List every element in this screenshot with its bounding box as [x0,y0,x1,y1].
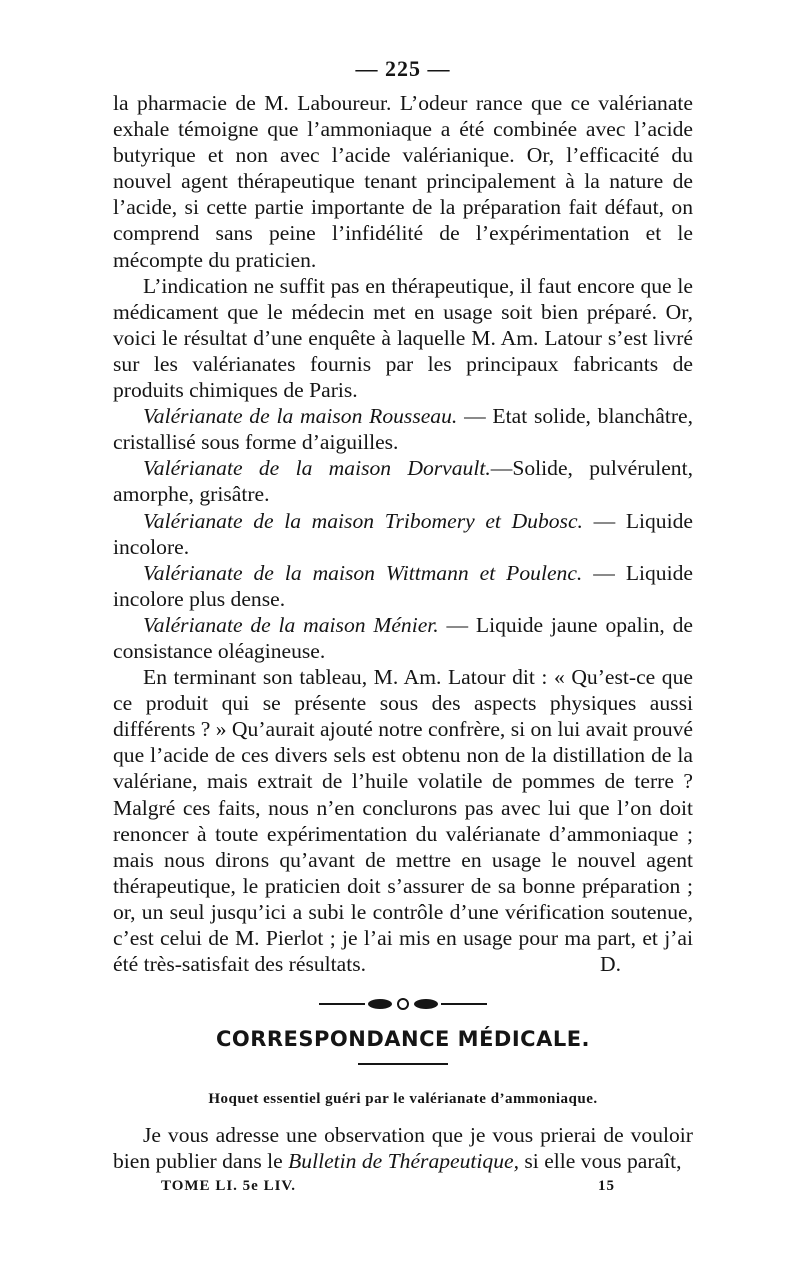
sheet-number: 15 [598,1178,615,1195]
entry-name: Valérianate de la maison Rousseau. [143,404,458,429]
book-page [113,56,693,1195]
para-text: Je vous adresse une observation que je vous prierai de vouloir bien publier dans le [113,1123,693,1174]
closing-text: En terminant son tableau, M. Am. Latour dit : « Qu’est-ce que ce produit qui se présente sous des aspects physiques aussi différents ? » Qu’aurait ajouté notre confrère, si on lui avait prouvé que l’acide de ces divers sels est obtenu non de la distillation de la valériane, mais extrait de l’huile volatile de pommes de terre ? Malgré ces faits, nous n’en conclurons pas avec lui que l’on doit renoncer à toute expérimentation du valérianate d’ammoniaque ; mais nous dirons qu’avant de mettre en usage le nouvel agent thérapeutique, le praticien doit s’assurer de sa bonne préparation ; or, un seul jusqu’ici a subi le contrôle d’une vérification soutenue, c’est celui de M. Pierlot ; je l’ai mis en usage pour ma part, et j’ai été très-satisfait des résultats. [113,665,694,977]
entry-text: — Liquide incolore. [113,508,693,559]
page-footer [113,1178,693,1195]
section-body [113,1122,693,1174]
section-subtitle: Hoquet essentiel guéri par le valérianate d’ammoniaque. [208,1091,598,1108]
entry-name: Valérianate de la maison Dorvault. [143,456,491,481]
volume-label: TOME LI. 5e LIV. [161,1178,297,1195]
entry-name: Valérianate de la maison Tribomery et Dubosc. [143,508,583,533]
entry-text: — Liquide incolore plus dense. [113,560,693,611]
article-body [113,90,693,977]
para-text: si elle vous paraît, [519,1149,682,1174]
paragraph [113,1122,693,1174]
author-signature: D. [600,952,621,977]
entry-name: Valérianate de la maison Ménier. [143,612,439,637]
valerianate-entry [113,612,693,664]
paragraph: la pharmacie de M. Laboureur. L’odeur rance que ce valérianate exhale témoigne que l’ammoniaque a été combinée avec l’acide butyrique et non avec l’acide valérianique. Or, l’efficacité du nouvel agent thérapeutique tenant principalement à la nature de l’acide, si cette partie importante de la préparation fait défaut, on comprend sans peine l’infidélité de l’expérimentation et le mécompte du praticien. [113,91,693,272]
journal-title: Bulletin de Thérapeutique, [288,1149,519,1174]
section-title: CORRESPONDANCE MÉDICALE. [215,1027,591,1052]
valerianate-entry [113,455,693,507]
entry-text: — Liquide jaune opalin, de consistance oléagineuse. [113,612,693,663]
valerianate-entry [113,560,693,612]
valerianate-entry [113,403,693,455]
page-number: — 225 — [355,56,451,81]
ornament-divider [113,997,693,1011]
entry-text: —Solide, pulvérulent, amorphe, grisâtre. [113,456,693,507]
entry-text: — Etat solide, blanchâtre, cristallisé sous forme d’aiguilles. [113,404,693,455]
paragraph: L’indication ne suffit pas en thérapeutique, il faut encore que le médicament que le médecin met en usage soit bien préparé. Or, voici le résultat d’une enquête à laquelle M. Am. Latour s’est livré sur les valérianates fournis par les principaux fabricants de produits chimiques de Paris. [113,273,693,403]
title-rule [358,1063,448,1065]
entry-name: Valérianate de la maison Wittmann et Poulenc. [143,560,583,585]
valerianate-entry [113,508,693,560]
paragraph [113,664,693,977]
